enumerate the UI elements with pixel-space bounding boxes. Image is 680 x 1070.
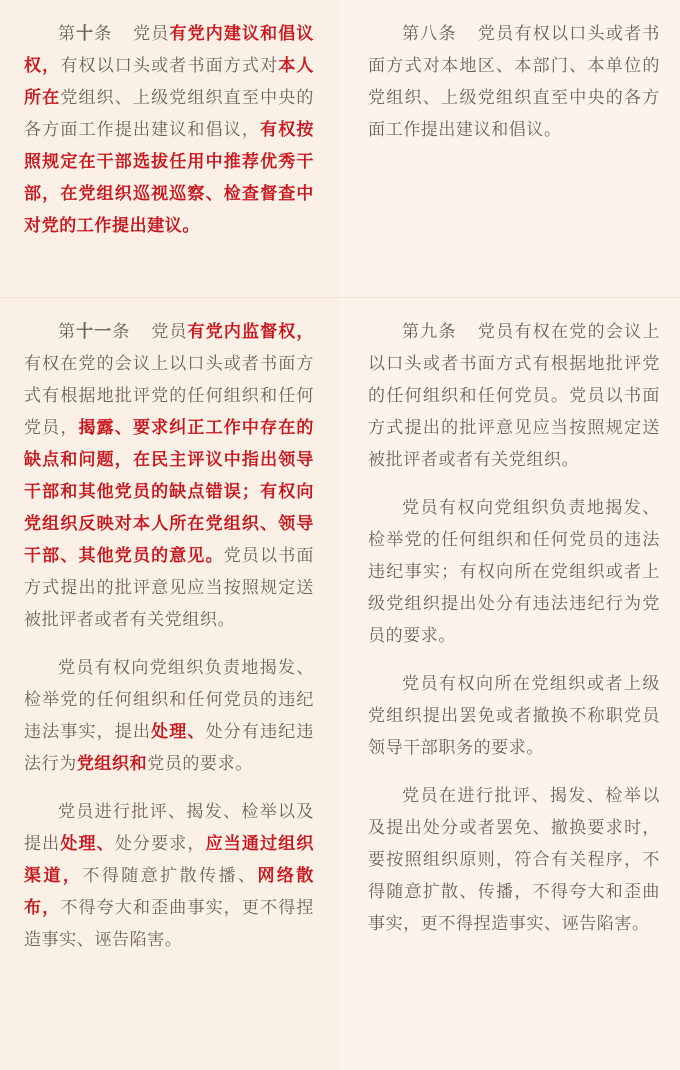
text-segment: 党员有权以口头或者书面方式对本地区、本部门、本单位的党组织、上级党组织直至中央的各方面工作提出建议和倡议。 xyxy=(368,24,661,140)
article-9-paragraph-3: 党员有权向所在党组织或者上级党组织提出罢免或者撤换不称职党员领导干部职务的要求。 xyxy=(368,674,660,758)
text-segment: 有权在党的会议上以口头或者书面方式有根据地批评党的任何组织和任何党员， xyxy=(24,354,314,438)
highlight-segment: 处理、 xyxy=(60,834,115,854)
article-11-paragraph-2 xyxy=(24,652,314,780)
highlight-segment: 应当通过组织渠道， xyxy=(24,834,315,886)
text-segment: 党员有权在党的会议上以口头或者书面方式有根据地批评党的任何组织和任何党员。党员以书面方式提出的批评意见应当按照规定送被批评者或者有关党组织。 xyxy=(368,322,661,470)
article-suffix: 条 xyxy=(94,24,113,44)
article-number: 十 xyxy=(76,24,95,44)
text-segment: 党员有权向党组织负责地揭发、检举党的任何组织和任何党员的违纪违法事实，提出 xyxy=(24,658,314,742)
old-article-9 xyxy=(340,298,680,1070)
article-prefix: 第 xyxy=(58,24,77,44)
article-label xyxy=(58,322,131,342)
highlight-segment: 有党内监督权， xyxy=(187,322,314,342)
text-segment: 处分有违纪违法行为 xyxy=(24,722,314,774)
text-segment: 不得随意扩散传播、 xyxy=(82,866,258,886)
highlight-segment: 有党内建议和倡议权， xyxy=(24,24,314,76)
article-10-paragraph-1 xyxy=(24,18,314,242)
article-9-paragraph-4: 党员在进行批评、揭发、检举以及提出处分或者罢免、撤换要求时，要按照组织原则，符合有关程序，不得随意扩散、传播，不得夸大和歪曲事实，更不得捏造事实、诬告陷害。 xyxy=(368,786,660,934)
text-segment: 党员进行批评、揭发、检举以及提出 xyxy=(24,802,314,854)
article-prefix: 第 xyxy=(58,322,77,342)
article-8-paragraph-1 xyxy=(368,18,660,146)
old-article-8 xyxy=(340,0,680,298)
text-segment: 党员 xyxy=(132,24,170,44)
text-segment: 不得夸大和歪曲事实，更不得捏造事实、诬告陷害。 xyxy=(24,898,314,950)
article-number: 十一 xyxy=(76,322,113,342)
new-article-11 xyxy=(0,298,340,1070)
highlight-segment: 处理、 xyxy=(151,722,206,742)
new-article-10 xyxy=(0,0,340,298)
article-9-paragraph-1 xyxy=(368,316,660,476)
article-label: 第九条 xyxy=(402,322,457,342)
highlight-segment: 党组织和 xyxy=(76,754,148,774)
highlight-segment: 揭露、要求纠正工作中存在的缺点和问题，在民主评议中指出领导干部和其他党员的缺点错误；有权向党组织反映对本人所在党组织、领导干部、其他党员的意见。 xyxy=(24,418,314,566)
text-segment: 党组织、上级党组织直至中央的各方面工作提出建议和倡议， xyxy=(24,88,314,140)
text-segment: 处分要求， xyxy=(114,834,206,854)
text-segment: 有权以口头或者书面方式对 xyxy=(60,56,279,76)
highlight-segment: 本人所在 xyxy=(24,56,315,108)
article-suffix: 条 xyxy=(112,322,131,342)
highlight-segment: 网络散布， xyxy=(24,866,314,918)
article-9-paragraph-2: 党员有权向党组织负责地揭发、检举党的任何组织和任何党员的违法违纪事实；有权向所在党组织或者上级党组织提出处分有违法违纪行为党员的要求。 xyxy=(368,498,660,646)
text-segment: 党员的要求。 xyxy=(147,754,253,774)
article-label xyxy=(58,24,112,44)
article-label: 第八条 xyxy=(402,24,457,44)
text-segment: 党员以书面方式提出的批评意见应当按照规定送被批评者或者有关党组织。 xyxy=(24,546,315,630)
highlight-segment: 有权按照规定在干部选拔任用中推荐优秀干部，在党组织巡视巡察、检查督查中对党的工作提出建议。 xyxy=(24,120,314,236)
article-11-paragraph-3 xyxy=(24,796,314,956)
article-11-paragraph-1 xyxy=(24,316,314,636)
text-segment: 党员 xyxy=(150,322,188,342)
